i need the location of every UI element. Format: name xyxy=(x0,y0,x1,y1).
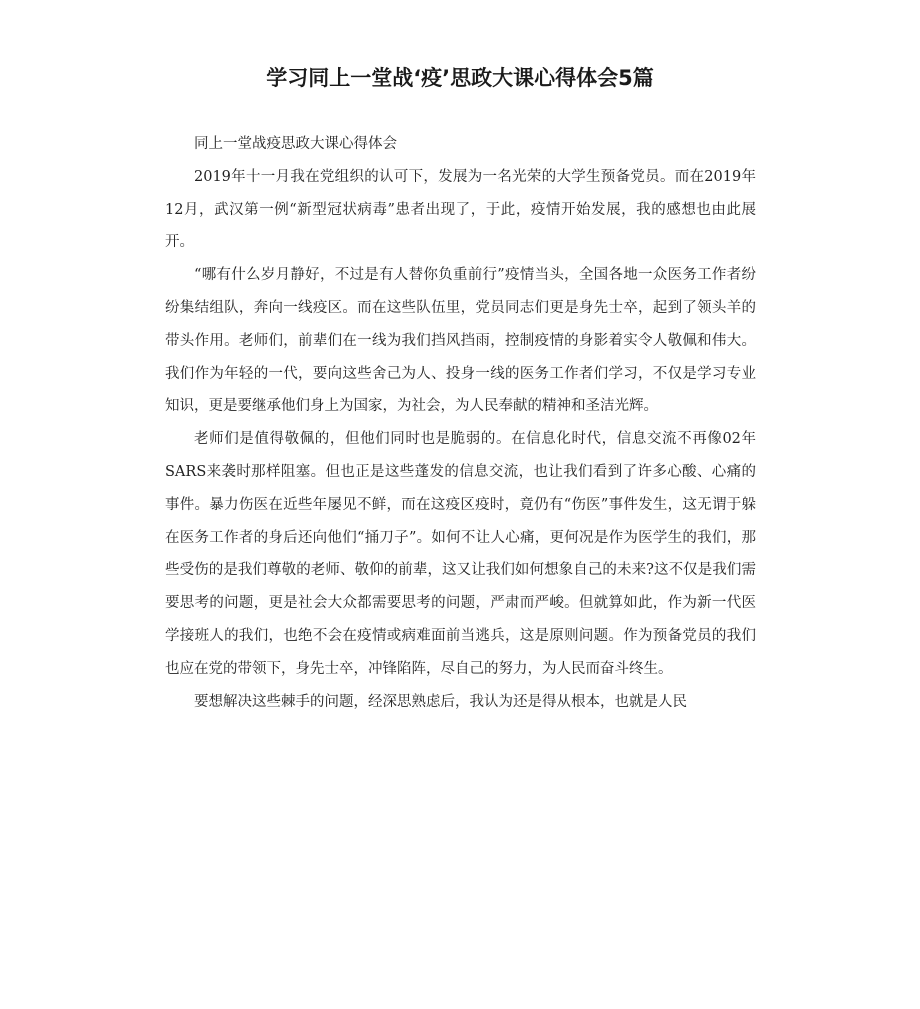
document-body xyxy=(165,128,756,718)
body-paragraph: 老师们是值得敬佩的，但他们同时也是脆弱的。在信息化时代，信息交流不再像02年SARS来袭时那样阻塞。但也正是这些蓬发的信息交流，也让我们看到了许多心酸、心痛的事件。暴力伤医在近些年屡见不鲜，而在这疫区疫时，竟仍有“伤医”事件发生，这无谓于躲在医务工作者的身后还向他们“捅刀子”。如何不让人心痛，更何况是作为医学生的我们，那些受伤的是我们尊敬的老师、敬仰的前辈，这又让我们如何想象自己的未来?这不仅是我们需要思考的问题，更是社会大众都需要思考的问题，严肃而严峻。但就算如此，作为新一代医学接班人的我们，也绝不会在疫情或病难面前当逃兵，这是原则问题。作为预备党员的我们也应在党的带领下，身先士卒，冲锋陷阵，尽自己的努力，为人民而奋斗终生。 xyxy=(165,431,756,677)
body-paragraph: 要想解决这些棘手的问题，经深思熟虑后，我认为还是得从根本，也就是人民 xyxy=(194,693,687,710)
body-paragraph: 2019年十一月我在党组织的认可下，发展为一名光荣的大学生预备党员。而在2019年12月，武汉第一例“新型冠状病毒”患者出现了，于此，疫情开始发展，我的感想也由此展开。 xyxy=(165,168,756,251)
body-paragraph: “哪有什么岁月静好，不过是有人替你负重前行”疫情当头，全国各地一众医务工作者纷纷集结组队，奔向一线疫区。而在这些队伍里，党员同志们更是身先士卒，起到了领头羊的带头作用。老师们，前辈们在一线为我们挡风挡雨，控制疫情的身影着实令人敬佩和伟大。我们作为年轻的一代，要向这些舍己为人、投身一线的医务工作者们学习，不仅是学习专业知识，更是要继承他们身上为国家，为社会，为人民奉献的精神和圣洁光辉。 xyxy=(165,267,756,415)
subtitle-paragraph: 同上一堂战疫思政大课心得体会 xyxy=(194,136,397,152)
document-title: 学习同上一堂战‘疫’思政大课心得体会5篇 xyxy=(266,66,654,90)
